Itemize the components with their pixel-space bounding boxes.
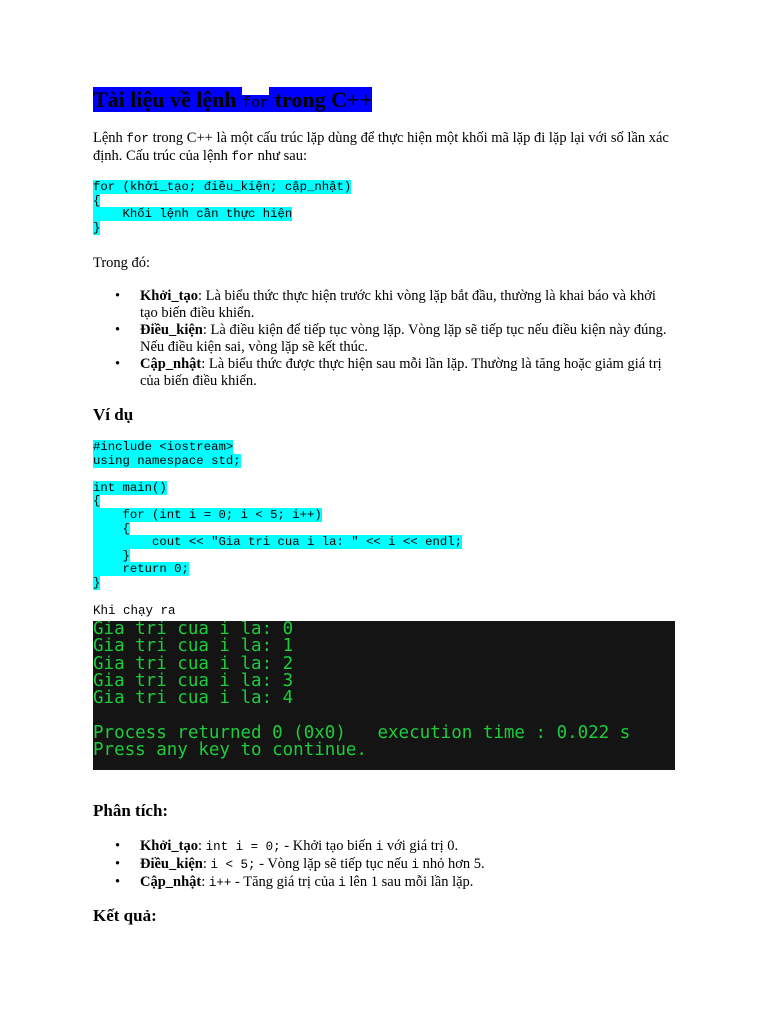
code-line: Khối lệnh cần thực hiện: [93, 207, 293, 222]
console-line: Gia tri cua i la: 1: [93, 636, 294, 657]
console-line: Gia tri cua i la: 2: [93, 653, 294, 674]
code-line: {: [93, 193, 101, 208]
definition-term: Điều_kiện: [140, 322, 203, 338]
list-item: • Khởi_tạo: int i = 0; - Khởi tạo biến i với giá trị 0.: [93, 838, 675, 856]
console-line: Gia tri cua i la: 0: [93, 621, 294, 639]
code-line: using namespace std;: [93, 453, 241, 468]
code-line: return 0;: [93, 562, 189, 577]
definitions-list: [93, 288, 675, 390]
definition-term: Cập_nhật: [140, 356, 202, 372]
analysis-term: Khởi_tạo: [140, 838, 198, 854]
intro-text-3: như sau:: [254, 148, 307, 164]
intro-code-1: for: [126, 132, 149, 146]
code-line: int main(): [93, 480, 167, 495]
result-heading: Kết quả:: [93, 906, 157, 925]
code-line: for (int i = 0; i < 5; i++): [93, 507, 322, 522]
list-item: [93, 356, 675, 390]
list-item: • Cập_nhật: i++ - Tăng giá trị của i lên 1 sau mỗi lần lặp.: [93, 874, 675, 892]
title-text-before: Tài liệu về lệnh: [93, 87, 243, 112]
code-line: {: [93, 521, 130, 536]
console-line: Process returned 0 (0x0) execution time : 0.022 s: [93, 722, 631, 743]
title-code: for: [242, 95, 270, 112]
definition-text: : Là biểu thức thực hiện trước khi vòng lặp bắt đầu, thường là khai báo và khởi tạo biến điều khiển.: [140, 288, 656, 321]
list-item: [93, 288, 675, 322]
example-code-block: [93, 441, 462, 591]
intro-text-1: Lệnh: [93, 130, 127, 146]
definition-text: : Là biểu thức được thực hiện sau mỗi lần lặp. Thường là tăng hoặc giảm giá trị của biến điều khiển.: [140, 356, 662, 389]
intro-text-2: trong C++ là một cấu trúc lặp dùng để thực hiện một khối mã lặp đi lặp lại với số lần xác định. Cấu trúc của lệnh: [93, 130, 669, 164]
analysis-heading: Phân tích:: [93, 801, 169, 820]
console-line: Press any key to continue.: [93, 740, 367, 761]
code-line: }: [93, 575, 101, 590]
definition-text: : Là điều kiện để tiếp tục vòng lặp. Vòng lặp sẽ tiếp tục nếu điều kiện này đúng. Nếu điều kiện sai, vòng lặp sẽ kết thúc.: [140, 322, 667, 355]
analysis-term: Cập_nhật: [140, 874, 202, 890]
syntax-code-block: [93, 181, 351, 235]
list-item: • Điều_kiện: i < 5; - Vòng lặp sẽ tiếp tục nếu i nhỏ hơn 5.: [93, 856, 675, 874]
code-line: [93, 468, 462, 482]
console-line: Gia tri cua i la: 4: [93, 688, 294, 709]
analysis-term: Điều_kiện: [140, 856, 203, 872]
analysis-code: i < 5;: [210, 858, 256, 872]
analysis-code: i++: [208, 876, 232, 890]
console-output: [93, 621, 675, 770]
run-label: Khi chạy ra: [93, 604, 176, 618]
trong-do-label: Trong đó:: [93, 255, 151, 271]
title-text-after: trong C++: [269, 87, 373, 112]
definition-term: Khởi_tạo: [140, 288, 198, 304]
code-line: for (khởi_tạo; điều_kiện; cập_nhật): [93, 180, 352, 194]
page-title: [93, 86, 372, 118]
code-line: }: [93, 220, 101, 235]
code-line: }: [93, 548, 130, 563]
code-line: cout << "Gia tri cua i la: " << i << endl;: [93, 535, 462, 550]
code-line: #include <iostream>: [93, 440, 234, 454]
analysis-list: [93, 838, 675, 892]
analysis-code: int i = 0;: [205, 840, 281, 854]
intro-paragraph: [93, 130, 675, 166]
list-item: [93, 322, 675, 356]
console-line: Gia tri cua i la: 3: [93, 670, 294, 691]
intro-code-2: for: [231, 150, 255, 164]
example-heading: Ví dụ: [93, 405, 134, 424]
code-line: {: [93, 494, 101, 509]
